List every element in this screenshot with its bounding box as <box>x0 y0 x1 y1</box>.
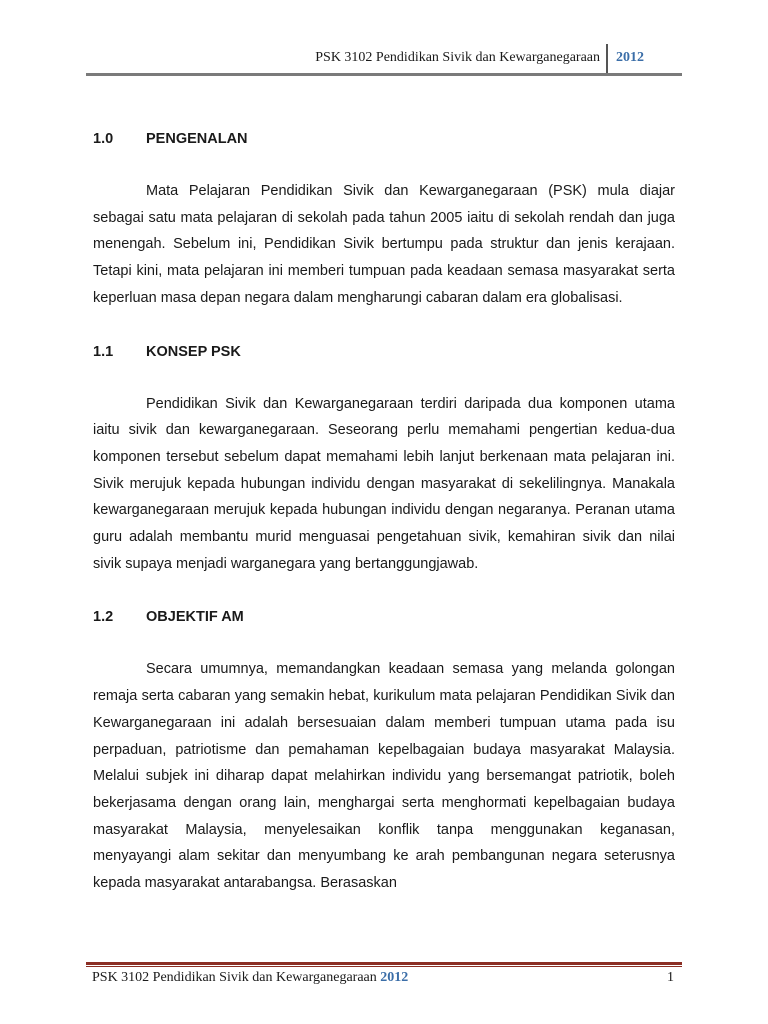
footer-title: PSK 3102 Pendidikan Sivik dan Kewarganegaraan <box>92 970 377 985</box>
paragraph-pengenalan: Mata Pelajaran Pendidikan Sivik dan Kewarganegaraan (PSK) mula diajar sebagai satu mata pelajaran di sekolah pada tahun 2005 iaitu di sekolah rendah dan juga menengah. Sebelum ini, Pendidikan Sivik bertumpu pada struktur dan jenis kerajaan. Tetapi kini, mata pelajaran ini memberi tumpuan pada keadaan semasa masyarakat serta keperluan masa depan negara dalam mengharungi cabaran dalam era globalisasi. <box>93 183 675 306</box>
footer-title-line <box>92 970 408 986</box>
footer-rule-thin <box>86 966 682 967</box>
header-divider <box>606 44 608 74</box>
section-title: PENGENALAN <box>146 131 248 147</box>
header-rule <box>86 73 682 76</box>
section-title: OBJEKTIF AM <box>146 609 244 626</box>
footer-year: 2012 <box>380 970 409 985</box>
section-heading-pengenalan <box>93 126 675 152</box>
section-number: 1.2 <box>93 609 114 626</box>
section-number: 1.0 <box>93 131 114 147</box>
section-title: KONSEP PSK <box>146 343 241 360</box>
paragraph-konsep-psk: Pendidikan Sivik dan Kewarganegaraan terdiri daripada dua komponen utama iaitu sivik dan kewarganegaraan. Seseorang perlu memahami pengertian kedua-dua komponen tersebut sebelum dapat memahami lebih lanjut berkenaan mata pelajaran ini. Sivik merujuk kepada hubungan individu dengan masyarakat di sekelilingnya. Manakala kewarganegaraan merujuk kepada hubungan individu dengan negaranya. Peranan utama guru adalah membantu murid menguasai pengetahuan sivik, kemahiran sivik dan nilai sivik supaya menjadi warganegara yang bertanggungjawab. <box>93 395 675 572</box>
header-year: 2012 <box>616 50 644 65</box>
document-body <box>93 126 675 897</box>
section-heading-konsep-psk <box>93 339 675 365</box>
section-number: 1.1 <box>93 343 114 360</box>
section-heading-objektif-am <box>93 604 675 630</box>
paragraph-objektif-am: Secara umumnya, memandangkan keadaan semasa yang melanda golongan remaja serta cabaran yang semakin hebat, kurikulum mata pelajaran Pendidikan Sivik dan Kewarganegaraan ini adalah bersesuaian dalam memberi tumpuan utama pada isu perpaduan, patriotisme dan pemahaman kepelbagaian budaya masyarakat Malaysia. Melalui subjek ini diharap dapat melahirkan individu yang bersemangat patriotik, boleh bekerjasama dengan orang lain, menghargai serta menghormati kepelbagaian budaya masyarakat Malaysia, menyelesaikan konflik tanpa menggunakan keganasan, menyayangi alam sekitar dan menyumbang ke arah pembangunan negara seterusnya kepada masyarakat antarabangsa. Berasaskan <box>93 661 675 892</box>
footer-rule <box>86 962 682 965</box>
page-number: 1 <box>667 970 674 985</box>
header-title: PSK 3102 Pendidikan Sivik dan Kewarganegaraan <box>315 50 600 65</box>
